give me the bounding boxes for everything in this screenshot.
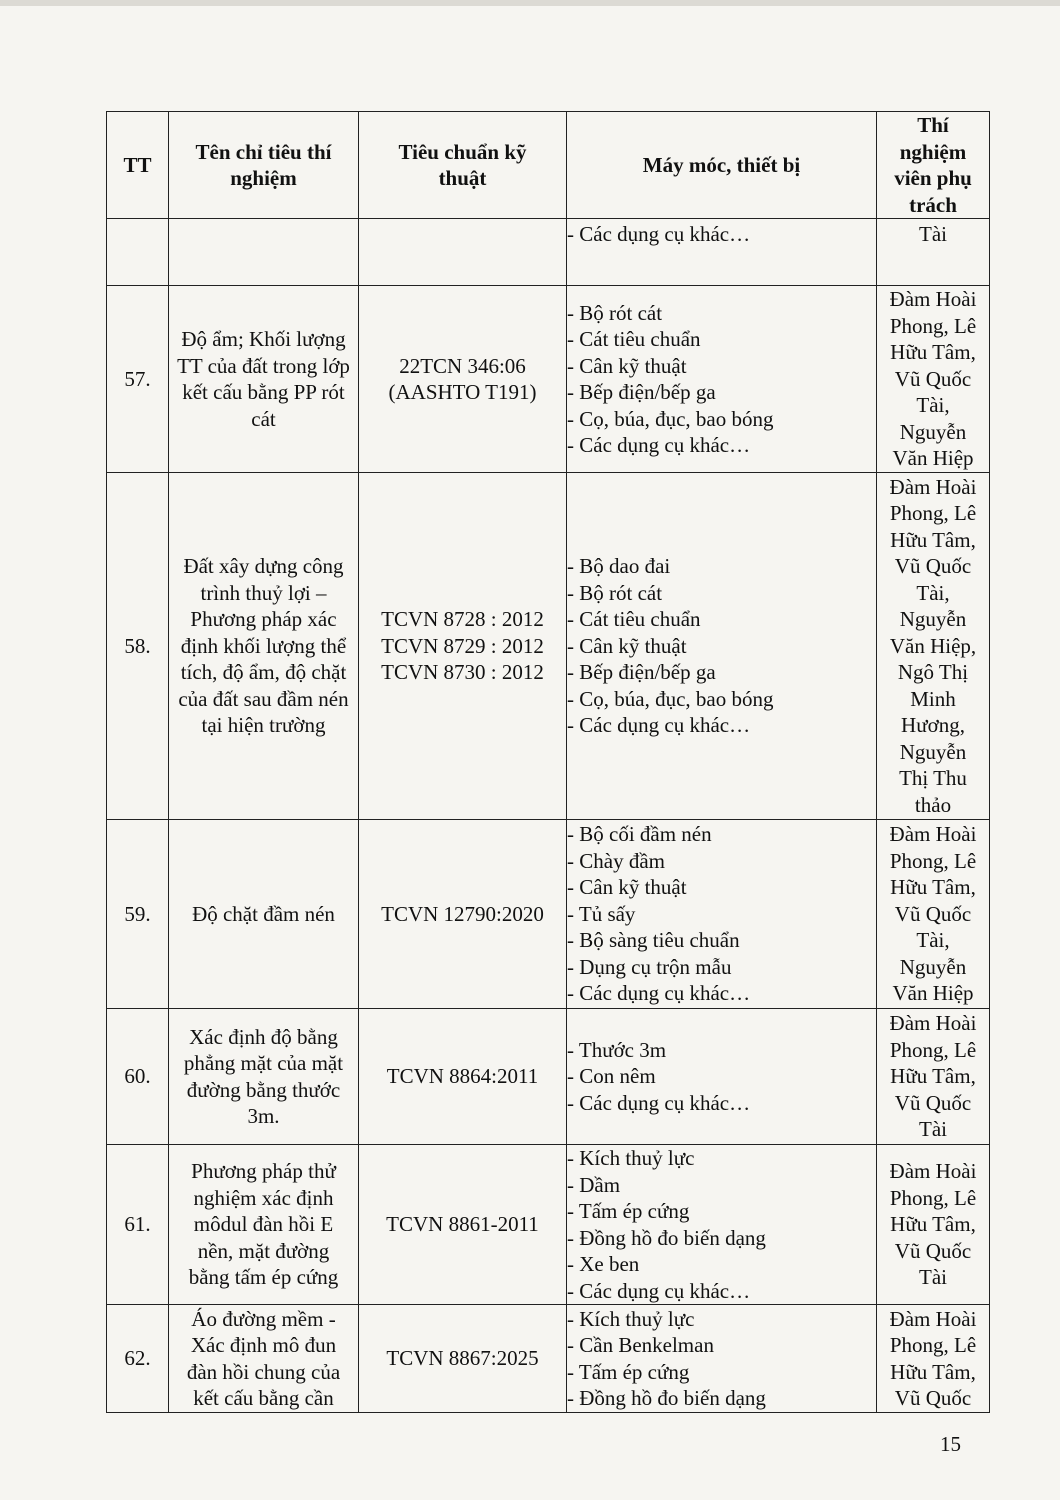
technician-line: Nguyễn	[899, 739, 967, 764]
technician-line: Vũ Quốc	[894, 1386, 972, 1410]
equipment-item: - Bộ rót cát	[567, 300, 663, 325]
test-name: Xác định độ bằng phẳng mặt của mặt đường bằng thước 3m.	[169, 1009, 359, 1145]
header-tt: TT	[107, 112, 169, 219]
technician-line: Tài	[919, 1265, 947, 1290]
test-name: Phương pháp thử nghiệm xác định môdul đàn hồi E nền, mặt đường bằng tấm ép cứng	[169, 1145, 359, 1305]
technician-line: Phong, Lê	[889, 1185, 977, 1210]
header-standard: Tiêu chuẩn kỹ thuật	[359, 112, 567, 219]
test-table	[106, 111, 990, 1413]
technician-line: Phong, Lê	[889, 1037, 977, 1062]
technician-line: Văn Hiệp	[892, 981, 974, 1006]
standard-cell	[359, 1305, 567, 1413]
technician-line: Đàm Hoài	[889, 1159, 977, 1184]
technician-line: Hữu Tâm,	[890, 1359, 976, 1384]
equipment-item: - Chày đầm	[567, 848, 665, 873]
equipment-item: - Các dụng cụ khác…	[567, 1090, 751, 1115]
equipment-cell	[567, 1009, 877, 1145]
technician-line: Tài,	[916, 928, 950, 953]
equipment-item: - Kích thuỷ lực	[567, 1146, 695, 1170]
header-technician: Thí nghiệm viên phụ trách	[877, 112, 990, 219]
equipment-item: - Các dụng cụ khác…	[567, 433, 751, 457]
table-row	[107, 1145, 990, 1305]
standard-cell	[359, 286, 567, 473]
technician-line: Nguyễn	[899, 419, 967, 444]
technician-line: Tài,	[916, 393, 950, 418]
technician-line: Hữu Tâm,	[890, 340, 976, 365]
technician-line: Văn Hiệp	[892, 446, 974, 471]
equipment-item: - Cân kỹ thuật	[567, 633, 687, 658]
technician-line: Vũ Quốc	[894, 554, 972, 579]
equipment-item: - Bếp điện/bếp ga	[567, 660, 716, 685]
table-row	[107, 1009, 990, 1145]
technician-line: thảo	[914, 792, 952, 817]
equipment-item: - Tủ sấy	[567, 901, 636, 926]
standard-cell	[359, 1009, 567, 1145]
technician-line: Vũ Quốc	[894, 1238, 972, 1263]
standard-code: TCVN 8864:2011	[386, 1064, 539, 1089]
test-name: Độ ẩm; Khối lượng TT của đất trong lớp kết cấu bằng PP rót cát	[169, 286, 359, 473]
equipment-item: - Tấm ép cứng	[567, 1199, 690, 1223]
standard-code: TCVN 8729 : 2012	[381, 633, 544, 658]
technician-line: Văn Hiệp,	[889, 633, 977, 658]
equipment-cell	[567, 820, 877, 1009]
technician-line: Vũ Quốc	[894, 1090, 972, 1115]
equipment-item: - Các dụng cụ khác…	[567, 222, 751, 246]
standard-code: TCVN 8861-2011	[386, 1212, 539, 1237]
standard-code: (AASHTO T191)	[388, 380, 537, 404]
row-number: 61.	[107, 1145, 169, 1305]
scan-edge	[0, 0, 1060, 6]
equipment-item: - Xe ben	[567, 1252, 640, 1276]
standard-code: TCVN 12790:2020	[381, 901, 544, 926]
row-number: 57.	[107, 286, 169, 473]
equipment-item: - Dầm	[567, 1172, 621, 1197]
equipment-item: - Cát tiêu chuẩn	[567, 607, 701, 632]
technician-cell	[877, 1145, 990, 1305]
table-row	[107, 473, 990, 820]
equipment-item: - Bộ sàng tiêu chuẩn	[567, 928, 740, 953]
cont-technician-cell: Tài	[877, 219, 990, 286]
equipment-cell	[567, 1305, 877, 1413]
technician-line: Hương,	[901, 713, 965, 738]
technician-line: Minh	[910, 686, 956, 711]
technician-line: Phong, Lê	[889, 1333, 977, 1357]
technician-line: Đàm Hoài	[889, 1011, 977, 1036]
equipment-item: - Thước 3m	[567, 1037, 667, 1062]
standard-code: 22TCN 346:06	[399, 353, 526, 378]
equipment-item: - Cọ, búa, đục, bao bóng	[567, 406, 774, 431]
technician-cell	[877, 1305, 990, 1413]
equipment-item: - Cân kỹ thuật	[567, 875, 687, 900]
equipment-item: - Đồng hồ đo biến dạng	[567, 1386, 766, 1410]
technician-line: Đàm Hoài	[889, 1306, 977, 1331]
equipment-item: - Cát tiêu chuẩn	[567, 327, 701, 351]
equipment-item: - Bộ rót cát	[567, 580, 663, 605]
equipment-item: - Bếp điện/bếp ga	[567, 380, 716, 404]
row-number: 59.	[107, 820, 169, 1009]
standard-code: TCVN 8730 : 2012	[381, 660, 544, 685]
equipment-item: - Kích thuỷ lực	[567, 1306, 695, 1331]
cont-equipment-cell	[567, 219, 877, 286]
header-equipment: Máy móc, thiết bị	[567, 112, 877, 219]
standard-cell	[359, 820, 567, 1009]
equipment-item: - Cân kỹ thuật	[567, 353, 687, 378]
continued-row	[107, 219, 990, 286]
technician-line: Hữu Tâm,	[890, 875, 976, 900]
test-name: Độ chặt đầm nén	[169, 820, 359, 1009]
technician-cell	[877, 1009, 990, 1145]
technician-line: Nguyễn	[899, 954, 967, 979]
equipment-item: - Bộ cối đầm nén	[567, 822, 712, 847]
equipment-item: - Cọ, búa, đục, bao bóng	[567, 686, 774, 711]
technician-line: Thị Thu	[899, 766, 967, 791]
technician-line: Đàm Hoài	[889, 474, 977, 499]
technician-line: Hữu Tâm,	[890, 527, 976, 552]
equipment-item: - Tấm ép cứng	[567, 1359, 690, 1384]
technician-line: Ngô Thị	[897, 660, 969, 685]
technician-line: Hữu Tâm,	[890, 1212, 976, 1237]
technician-line: Tài	[919, 1117, 947, 1142]
standard-cell	[359, 473, 567, 820]
technician-cell	[877, 286, 990, 473]
header-name: Tên chỉ tiêu thí nghiệm	[169, 112, 359, 219]
equipment-cell	[567, 473, 877, 820]
technician-cell	[877, 473, 990, 820]
page-number: 15	[940, 1432, 961, 1456]
table-row	[107, 820, 990, 1009]
equipment-cell	[567, 286, 877, 473]
technician-line: Đàm Hoài	[889, 822, 977, 847]
technician-line: Hữu Tâm,	[890, 1064, 976, 1089]
equipment-item: - Các dụng cụ khác…	[567, 713, 751, 738]
technician-cell	[877, 820, 990, 1009]
equipment-item: - Đồng hồ đo biến dạng	[567, 1225, 766, 1250]
technician-line: Vũ Quốc	[894, 366, 972, 391]
equipment-item: - Cần Benkelman	[567, 1333, 714, 1357]
equipment-item: - Các dụng cụ khác…	[567, 1278, 751, 1303]
test-name: Đất xây dựng công trình thuỷ lợi – Phương pháp xác định khối lượng thể tích, độ ẩm, độ chặt của đất sau đầm nén tại hiện trường	[169, 473, 359, 820]
standard-code: TCVN 8867:2025	[386, 1346, 539, 1371]
test-name: Áo đường mềm - Xác định mô đun đàn hồi chung của kết cấu bằng cần	[169, 1305, 359, 1413]
row-number: 60.	[107, 1009, 169, 1145]
table-row	[107, 1305, 990, 1413]
header-row	[107, 112, 990, 219]
equipment-cell	[567, 1145, 877, 1305]
row-number: 62.	[107, 1305, 169, 1413]
technician-line: Phong, Lê	[889, 848, 977, 873]
technician-line: Đàm Hoài	[889, 287, 977, 312]
equipment-item: - Bộ dao đai	[567, 554, 671, 579]
equipment-item: - Con nêm	[567, 1064, 656, 1089]
equipment-item: - Các dụng cụ khác…	[567, 981, 751, 1006]
technician-line: Vũ Quốc	[894, 901, 972, 926]
equipment-item: - Dụng cụ trộn mẫu	[567, 954, 732, 979]
technician-line: Phong, Lê	[889, 501, 977, 526]
standard-code: TCVN 8728 : 2012	[381, 607, 544, 632]
technician-line: Tài,	[916, 580, 950, 605]
technician-line: Phong, Lê	[889, 313, 977, 338]
row-number: 58.	[107, 473, 169, 820]
technician-line: Nguyễn	[899, 607, 967, 632]
table-row	[107, 286, 990, 473]
standard-cell	[359, 1145, 567, 1305]
